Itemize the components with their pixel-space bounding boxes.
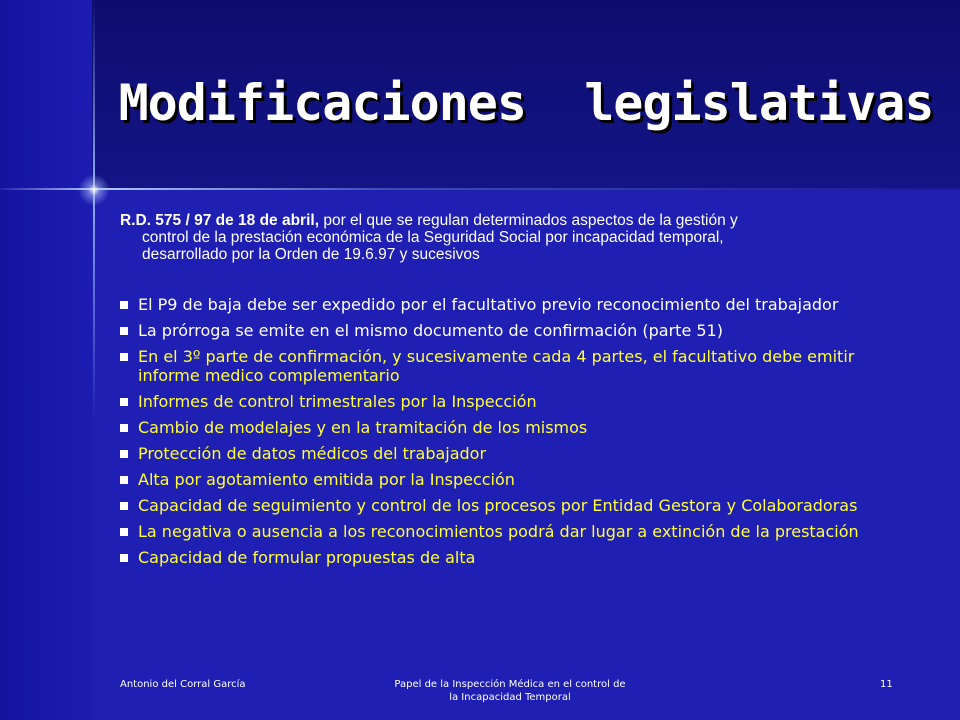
square-bullet-icon: [120, 554, 128, 562]
bullet-item: [118, 522, 918, 541]
intro-line-3: desarrollado por la Orden de 19.6.97 y sucesivos: [142, 246, 480, 263]
bullet-text: Capacidad de formular propuestas de alta: [138, 548, 476, 567]
bullet-text: En el 3º parte de confirmación, y sucesivamente cada 4 partes, el facultativo debe emitir informe medico complementario: [138, 347, 855, 385]
intro-paragraph: [120, 212, 910, 263]
bullet-text: El P9 de baja debe ser expedido por el facultativo previo reconocimiento del trabajador: [138, 295, 839, 314]
square-bullet-icon: [120, 327, 128, 335]
bullet-text: Alta por agotamiento emitida por la Inspección: [138, 470, 515, 489]
square-bullet-icon: [120, 476, 128, 484]
square-bullet-icon: [120, 502, 128, 510]
bullet-item: [118, 496, 918, 515]
bullet-item: [118, 444, 918, 463]
square-bullet-icon: [120, 528, 128, 536]
left-decorative-band: [0, 0, 92, 720]
light-flare-star-icon: [78, 174, 110, 206]
bullet-item: [118, 392, 918, 411]
bullet-item: [118, 295, 918, 314]
square-bullet-icon: [120, 424, 128, 432]
light-flare-vertical: [93, 0, 95, 420]
bullet-text: La negativa o ausencia a los reconocimientos podrá dar lugar a extinción de la prestación: [138, 522, 859, 541]
footer-presentation-title: [360, 678, 660, 704]
footer-page-number: 11: [880, 679, 893, 690]
bullet-list: [118, 295, 918, 574]
bullet-item: [118, 470, 918, 489]
square-bullet-icon: [120, 450, 128, 458]
square-bullet-icon: [120, 301, 128, 309]
bullet-text: Informes de control trimestrales por la Inspección: [138, 392, 537, 411]
bullet-text: La prórroga se emite en el mismo documento de confirmación (parte 51): [138, 321, 723, 340]
square-bullet-icon: [120, 398, 128, 406]
light-flare-horizontal: [0, 188, 960, 190]
intro-line-1: por el que se regulan determinados aspectos de la gestión y: [319, 212, 738, 229]
bullet-text: Capacidad de seguimiento y control de los procesos por Entidad Gestora y Colaboradoras: [138, 496, 858, 515]
intro-line-2: control de la prestación económica de la Seguridad Social por incapacidad temporal,: [142, 229, 724, 246]
footer-title-line-1: Papel de la Inspección Médica en el control de: [394, 679, 626, 690]
footer-title-line-2: la Incapacidad Temporal: [449, 692, 571, 703]
bullet-item: [118, 418, 918, 437]
footer-author: Antonio del Corral García: [120, 679, 246, 690]
square-bullet-icon: [120, 353, 128, 361]
bullet-text: Cambio de modelajes y en la tramitación de los mismos: [138, 418, 588, 437]
bullet-text: Protección de datos médicos del trabajador: [138, 444, 487, 463]
intro-bold-reference: R.D. 575 / 97 de 18 de abril,: [120, 212, 320, 229]
bullet-item: [118, 548, 918, 567]
slide-title: Modificaciones legislativas: [118, 74, 934, 132]
bullet-item: [118, 347, 918, 385]
bullet-item: [118, 321, 918, 340]
